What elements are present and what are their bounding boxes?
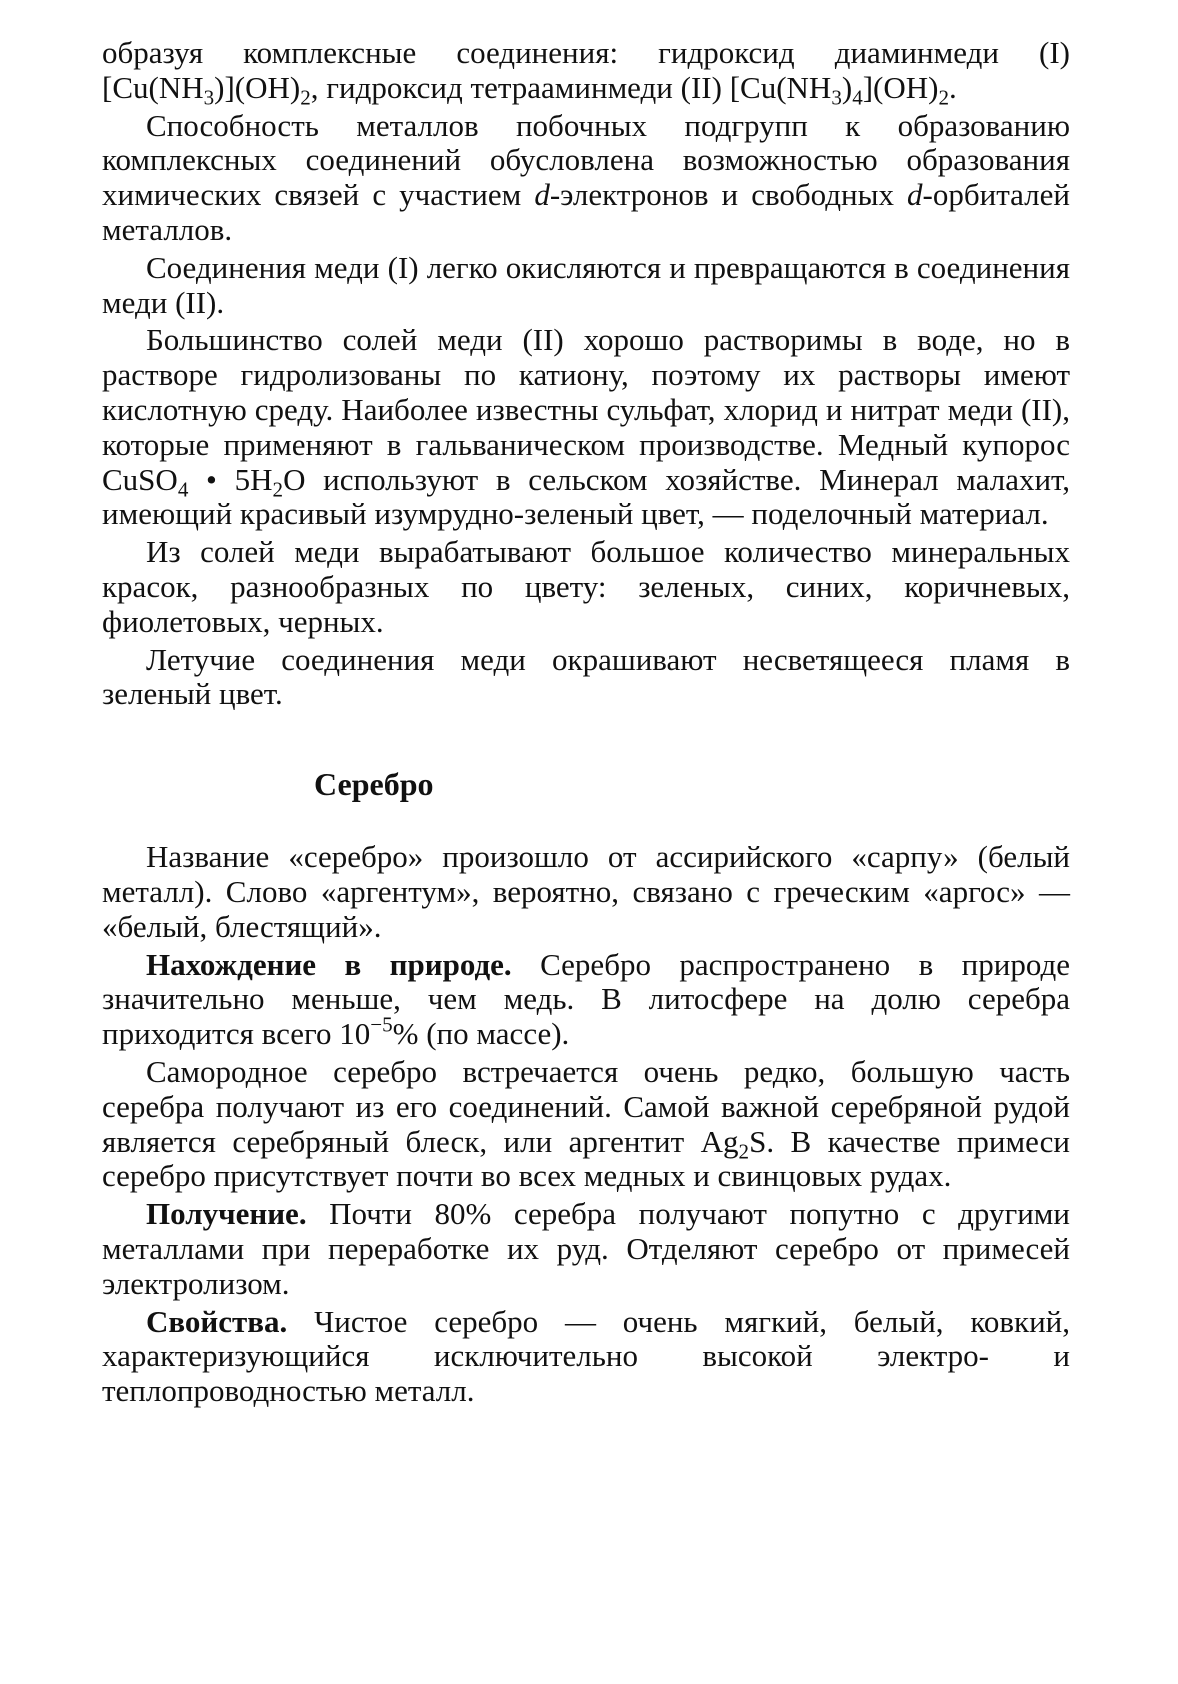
d-symbol: d — [534, 177, 550, 213]
paragraph-text: используют в сельском хозяйстве. Минерал малахит, имеющий красивый изумрудно-зеленый цвет, — поделочный материал. — [102, 461, 1071, 532]
paragraph-d-electrons — [102, 109, 1070, 248]
formula-diamine-copper-hydroxide: $[Cu(NH_3)](OH)_2$ — [102, 69, 311, 110]
lead-term-properties: Свойства. — [146, 1303, 288, 1339]
abundance-value: $10^{-5}$ — [339, 1012, 393, 1052]
paragraph-text: Чистое серебро — очень мягкий, белый, ковкий, характеризующийся исключительно высокой электро- и теплопроводностью металл. — [102, 1303, 1070, 1409]
lead-term-occurrence: Нахождение в природе. — [146, 946, 512, 982]
paragraph-copper-oxidation: Соединения меди (I) легко окисляются и превращаются в соединения меди (II). — [102, 249, 1070, 320]
paragraph-silver-occurrence — [102, 948, 1070, 1052]
paragraph-silver-production — [102, 1197, 1070, 1301]
section-heading-silver: Серебро — [314, 766, 434, 803]
formula-tetraamine-copper-hydroxide: $[Cu(NH_3)_4](OH)_2$ — [729, 69, 950, 110]
paragraph-silver-properties — [102, 1305, 1070, 1409]
paragraph-text: Большинство солей меди (II) хорошо растворимы в воде, но в растворе гидролизованы по катиону, поэтому их растворы имеют кислотную среду. Наиболее известны сульфат, хлорид и нитрат меди (II), которые применяют в гальваническом производстве. Медный купорос — [102, 322, 1070, 462]
paragraph-text: -электронов и свободных — [549, 177, 908, 213]
document-page — [102, 36, 1070, 1412]
paragraph-flame-color: Летучие соединения меди окрашивают несветящееся пламя в зеленый цвет. — [102, 641, 1070, 712]
d-symbol: d — [907, 177, 923, 213]
paragraph-text: -орбиталей металлов. — [102, 177, 1070, 247]
paragraph-native-silver — [102, 1055, 1070, 1194]
paragraph-copper-salts — [102, 323, 1070, 532]
paragraph-text: . В качестве примеси серебро присутствует почти во всех медных и свинцовых рудах. — [102, 1123, 1071, 1194]
paragraph-text: , гидроксид тетрааминмеди (II) — [310, 69, 730, 105]
lead-term-production: Получение. — [146, 1196, 307, 1232]
paragraph-text: Способность металлов побочных подгрупп к образованию комплексных соединений обусловлена возможностью образования химических связей с участием — [102, 107, 1070, 213]
paragraph-text: % (по массе). — [392, 1016, 570, 1052]
formula-copper-sulfate-pentahydrate: CuSO$_4$ • $5H_2O$ — [102, 461, 306, 502]
paragraph-text: образуя комплексные соединения: гидроксид диаминмеди (I) — [102, 35, 1070, 70]
paragraph-mineral-paints: Из солей меди вырабатывают большое количество минеральных красок, разнообразных по цвету: зеленых, синих, коричневых, фиолетовых, черных. — [102, 534, 1070, 639]
paragraph-text: Самородное серебро встречается очень редко, большую часть серебра получают из его соединений. Самой важной серебряной рудой является серебряный блеск, или аргентит — [102, 1053, 1070, 1159]
formula-argentite: $Ag_2S$ — [700, 1123, 767, 1164]
paragraph-copper-complexes: образуя комплексные соединения: гидроксид диаминмеди (I) $[Cu(NH_3)](OH)_2$, гидроксид тетрааминмеди (II) $[Cu(NH_3)_4](OH)_2$. — [102, 35, 1070, 110]
paragraph-text: Почти 80% серебра получают попутно с другими металлами при переработке их руд. Отделяют серебро от примесей электролизом. — [102, 1196, 1070, 1301]
paragraph-text: Серебро распространено в природе значительно меньше, чем медь. В литосфере на долю серебра приходится всего — [102, 946, 1070, 1052]
paragraph-silver-name: Название «серебро» произошло от ассирийского «сарпу» (белый металл). Слово «аргентум», вероятно, связано с греческим «аргос» — «белый, блестящий». — [102, 839, 1070, 944]
